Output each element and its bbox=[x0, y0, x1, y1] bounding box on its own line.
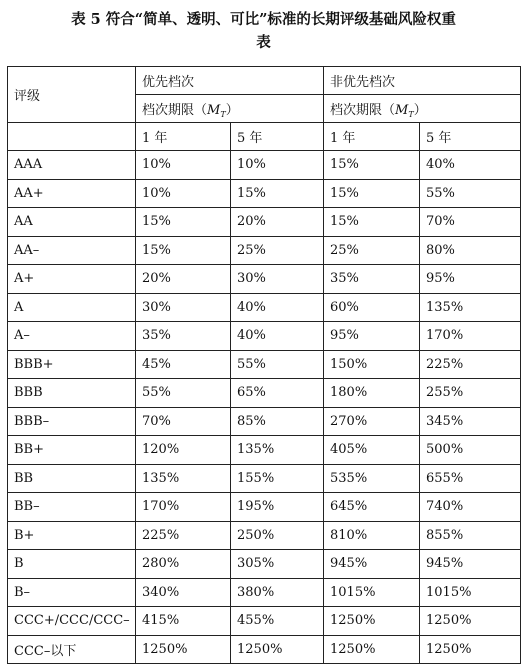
header-rating: 评级 bbox=[8, 67, 136, 123]
cell-senior-5y: 455% bbox=[231, 607, 324, 636]
cell-nonsenior-5y: 40% bbox=[420, 151, 521, 180]
table-row bbox=[8, 179, 521, 208]
cell-nonsenior-1y: 1015% bbox=[324, 578, 420, 607]
table-title-line2: 表 bbox=[256, 34, 271, 51]
maturity-var: M bbox=[395, 102, 409, 118]
cell-senior-1y: 20% bbox=[136, 265, 231, 294]
cell-rating: CCC–以下 bbox=[8, 635, 136, 664]
table-row bbox=[8, 521, 521, 550]
header-maturity-senior bbox=[136, 95, 324, 123]
cell-senior-5y: 155% bbox=[231, 464, 324, 493]
cell-rating: B+ bbox=[8, 521, 136, 550]
cell-rating: BB+ bbox=[8, 436, 136, 465]
table-title bbox=[0, 8, 527, 54]
header-row-years bbox=[8, 123, 521, 151]
table-row bbox=[8, 607, 521, 636]
cell-nonsenior-1y: 810% bbox=[324, 521, 420, 550]
maturity-var-sub: T bbox=[220, 109, 226, 119]
cell-senior-1y: 15% bbox=[136, 236, 231, 265]
maturity-var-sub: T bbox=[408, 109, 414, 119]
table-row bbox=[8, 236, 521, 265]
table-row bbox=[8, 493, 521, 522]
table-row bbox=[8, 322, 521, 351]
cell-rating: AA+ bbox=[8, 179, 136, 208]
cell-senior-5y: 380% bbox=[231, 578, 324, 607]
cell-nonsenior-5y: 55% bbox=[420, 179, 521, 208]
header-empty bbox=[8, 123, 136, 151]
cell-nonsenior-5y: 1250% bbox=[420, 635, 521, 664]
header-senior-5y: 5 年 bbox=[231, 123, 324, 151]
cell-senior-5y: 20% bbox=[231, 208, 324, 237]
maturity-var: M bbox=[207, 102, 221, 118]
cell-senior-1y: 35% bbox=[136, 322, 231, 351]
cell-senior-5y: 195% bbox=[231, 493, 324, 522]
table-row bbox=[8, 407, 521, 436]
cell-senior-5y: 10% bbox=[231, 151, 324, 180]
cell-nonsenior-5y: 855% bbox=[420, 521, 521, 550]
header-nonsenior-1y: 1 年 bbox=[324, 123, 420, 151]
maturity-label: 档次期限 bbox=[142, 102, 195, 118]
cell-nonsenior-1y: 1250% bbox=[324, 607, 420, 636]
cell-nonsenior-5y: 135% bbox=[420, 293, 521, 322]
cell-nonsenior-1y: 535% bbox=[324, 464, 420, 493]
cell-nonsenior-5y: 255% bbox=[420, 379, 521, 408]
cell-senior-5y: 40% bbox=[231, 293, 324, 322]
header-senior: 优先档次 bbox=[136, 67, 324, 95]
cell-nonsenior-1y: 35% bbox=[324, 265, 420, 294]
cell-rating: A bbox=[8, 293, 136, 322]
header-nonsenior-5y: 5 年 bbox=[420, 123, 521, 151]
risk-weight-table bbox=[7, 66, 521, 664]
cell-rating: A– bbox=[8, 322, 136, 351]
cell-senior-5y: 40% bbox=[231, 322, 324, 351]
cell-nonsenior-1y: 645% bbox=[324, 493, 420, 522]
table-row bbox=[8, 208, 521, 237]
cell-senior-1y: 10% bbox=[136, 151, 231, 180]
cell-senior-1y: 340% bbox=[136, 578, 231, 607]
table-row bbox=[8, 464, 521, 493]
cell-rating: BB– bbox=[8, 493, 136, 522]
cell-senior-5y: 135% bbox=[231, 436, 324, 465]
header-senior-1y: 1 年 bbox=[136, 123, 231, 151]
cell-nonsenior-1y: 95% bbox=[324, 322, 420, 351]
cell-rating: BBB+ bbox=[8, 350, 136, 379]
cell-rating: B bbox=[8, 550, 136, 579]
table-row bbox=[8, 436, 521, 465]
cell-nonsenior-1y: 25% bbox=[324, 236, 420, 265]
cell-nonsenior-5y: 945% bbox=[420, 550, 521, 579]
cell-nonsenior-5y: 500% bbox=[420, 436, 521, 465]
cell-rating: BB bbox=[8, 464, 136, 493]
cell-rating: BBB bbox=[8, 379, 136, 408]
cell-senior-1y: 415% bbox=[136, 607, 231, 636]
table-row bbox=[8, 265, 521, 294]
cell-senior-1y: 70% bbox=[136, 407, 231, 436]
table-row bbox=[8, 151, 521, 180]
header-row-tranche bbox=[8, 67, 521, 95]
cell-nonsenior-1y: 15% bbox=[324, 179, 420, 208]
cell-nonsenior-1y: 945% bbox=[324, 550, 420, 579]
table-row bbox=[8, 379, 521, 408]
cell-rating: BBB– bbox=[8, 407, 136, 436]
table-row bbox=[8, 350, 521, 379]
cell-senior-5y: 85% bbox=[231, 407, 324, 436]
cell-nonsenior-1y: 15% bbox=[324, 151, 420, 180]
cell-nonsenior-5y: 70% bbox=[420, 208, 521, 237]
cell-senior-1y: 30% bbox=[136, 293, 231, 322]
cell-rating: AA– bbox=[8, 236, 136, 265]
cell-senior-1y: 45% bbox=[136, 350, 231, 379]
header-maturity-nonsenior bbox=[324, 95, 521, 123]
cell-rating: AA bbox=[8, 208, 136, 237]
cell-nonsenior-5y: 80% bbox=[420, 236, 521, 265]
cell-senior-1y: 55% bbox=[136, 379, 231, 408]
cell-senior-5y: 65% bbox=[231, 379, 324, 408]
table-row bbox=[8, 635, 521, 664]
table-row bbox=[8, 550, 521, 579]
cell-nonsenior-5y: 345% bbox=[420, 407, 521, 436]
cell-senior-1y: 15% bbox=[136, 208, 231, 237]
maturity-close: ） bbox=[225, 102, 239, 118]
cell-nonsenior-5y: 170% bbox=[420, 322, 521, 351]
cell-nonsenior-5y: 740% bbox=[420, 493, 521, 522]
cell-nonsenior-1y: 405% bbox=[324, 436, 420, 465]
cell-senior-1y: 1250% bbox=[136, 635, 231, 664]
cell-nonsenior-5y: 95% bbox=[420, 265, 521, 294]
cell-nonsenior-1y: 1250% bbox=[324, 635, 420, 664]
maturity-close: ） bbox=[413, 102, 427, 118]
cell-nonsenior-1y: 270% bbox=[324, 407, 420, 436]
cell-senior-1y: 135% bbox=[136, 464, 231, 493]
cell-nonsenior-1y: 60% bbox=[324, 293, 420, 322]
cell-senior-1y: 225% bbox=[136, 521, 231, 550]
maturity-open: （ bbox=[194, 102, 208, 118]
cell-nonsenior-5y: 655% bbox=[420, 464, 521, 493]
cell-senior-5y: 25% bbox=[231, 236, 324, 265]
cell-senior-1y: 170% bbox=[136, 493, 231, 522]
maturity-open: （ bbox=[382, 102, 396, 118]
table-row bbox=[8, 293, 521, 322]
maturity-label: 档次期限 bbox=[330, 102, 383, 118]
cell-nonsenior-1y: 150% bbox=[324, 350, 420, 379]
cell-rating: B– bbox=[8, 578, 136, 607]
cell-senior-5y: 1250% bbox=[231, 635, 324, 664]
table-body bbox=[8, 67, 521, 664]
table-row bbox=[8, 578, 521, 607]
cell-senior-1y: 10% bbox=[136, 179, 231, 208]
cell-senior-5y: 305% bbox=[231, 550, 324, 579]
table-title-line1: 表 5 符合“简单、透明、可比”标准的长期评级基础风险权重 bbox=[71, 11, 456, 28]
cell-senior-1y: 120% bbox=[136, 436, 231, 465]
cell-rating: AAA bbox=[8, 151, 136, 180]
header-nonsenior: 非优先档次 bbox=[324, 67, 521, 95]
cell-nonsenior-5y: 225% bbox=[420, 350, 521, 379]
cell-senior-5y: 30% bbox=[231, 265, 324, 294]
cell-senior-5y: 250% bbox=[231, 521, 324, 550]
cell-senior-5y: 15% bbox=[231, 179, 324, 208]
cell-rating: CCC+/CCC/CCC– bbox=[8, 607, 136, 636]
cell-rating: A+ bbox=[8, 265, 136, 294]
cell-nonsenior-1y: 15% bbox=[324, 208, 420, 237]
cell-senior-5y: 55% bbox=[231, 350, 324, 379]
cell-nonsenior-5y: 1250% bbox=[420, 607, 521, 636]
cell-nonsenior-5y: 1015% bbox=[420, 578, 521, 607]
cell-senior-1y: 280% bbox=[136, 550, 231, 579]
cell-nonsenior-1y: 180% bbox=[324, 379, 420, 408]
